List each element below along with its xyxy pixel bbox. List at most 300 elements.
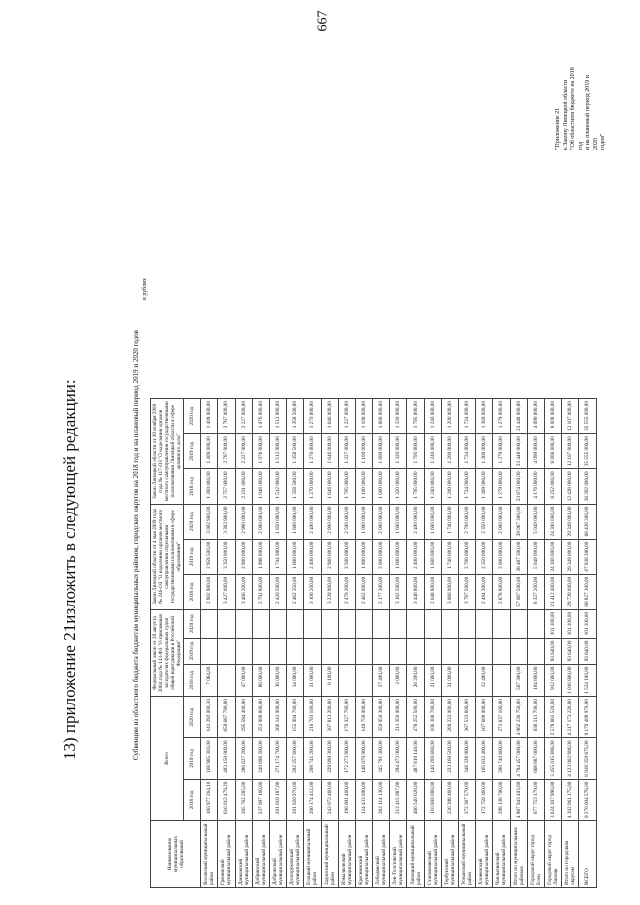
- cell-g1: [373, 638, 390, 664]
- cell-g3: 1 240 000,00: [424, 469, 441, 504]
- cell-g1: [493, 638, 510, 664]
- year-header: 2018 год: [184, 574, 201, 609]
- cell-total: 298 138 706,00: [493, 779, 510, 820]
- cell-total: 140 759 000,00: [355, 697, 372, 738]
- cell-total: 659 667 790,00: [218, 697, 235, 738]
- cell-g1: 12 400,00: [476, 664, 493, 697]
- cell-total: 212 415 087,00: [390, 779, 407, 820]
- cell-total: 280 222 000,00: [441, 697, 458, 738]
- cell-g1: [355, 638, 372, 664]
- cell-g2: 2 900 000,00: [321, 504, 338, 539]
- row-name: Воловский муниципальный район: [201, 821, 218, 888]
- cell-total: 403 150 060,00: [218, 738, 235, 779]
- cell-g3: 12 107 000,00: [562, 399, 579, 434]
- cell-g2: 3 466 200,00: [235, 574, 252, 609]
- cell-g1: [459, 664, 476, 697]
- cell-g3: 1 369 000,00: [476, 469, 493, 504]
- cell-g3: 1 646 000,00: [321, 399, 338, 434]
- cell-g3: 1 279 000,00: [493, 469, 510, 504]
- row-name: Становлянский муниципальный район: [424, 821, 441, 888]
- cell-g3: 1 600 000,00: [373, 469, 390, 504]
- cell-g3: 1 358 500,00: [287, 399, 304, 434]
- cell-total: 345 791 300,00: [373, 738, 390, 779]
- cell-g2: 3 446 800,00: [407, 574, 424, 609]
- row-name: Задонский муниципальный район: [321, 821, 338, 888]
- cell-total: 226 398 460,00: [441, 779, 458, 820]
- cell-g2: 2 500 000,00: [338, 504, 355, 539]
- year-header: 2018 год: [184, 664, 201, 697]
- cell-g1: [493, 664, 510, 697]
- table-row: [407, 399, 424, 888]
- cell-g3: 1 320 000,00: [390, 434, 407, 469]
- cell-g3: 1 724 000,00: [459, 469, 476, 504]
- cell-g2: 1 740 000,00: [441, 504, 458, 539]
- cell-g3: 1 724 000,00: [459, 434, 476, 469]
- table-row: [476, 399, 493, 888]
- cell-g1: 31 000,00: [304, 664, 321, 697]
- cell-g3: 1 600 000,00: [373, 434, 390, 469]
- cell-g2: 1 000 000,00: [355, 539, 372, 574]
- cell-total: 211 350 000,00: [390, 697, 407, 738]
- cell-total: 478 252 500,00: [407, 697, 424, 738]
- cell-g2: 2 470 200,00: [338, 574, 355, 609]
- cell-total: 4 302 061 175,00: [562, 779, 579, 820]
- cell-total: 251 000 800,00: [252, 697, 269, 738]
- cell-g1: [424, 638, 441, 664]
- table-row: [544, 399, 561, 888]
- cell-g2: 1 600 000,00: [287, 504, 304, 539]
- cell-total: 172 759 360,00: [476, 779, 493, 820]
- table-row: [235, 399, 252, 888]
- cell-g1: 3 000,00: [390, 664, 407, 697]
- cell-g3: 8 008 000,00: [544, 399, 561, 434]
- table-row: [304, 399, 321, 888]
- row-name: Городской округ город Елец: [527, 821, 544, 888]
- cell-g2: 1 850 000,00: [269, 504, 286, 539]
- cell-g3: 1 512 000,00: [269, 434, 286, 469]
- cell-g3: 36 302 000,00: [579, 469, 596, 504]
- cell-total: 243 072 460,00: [321, 779, 338, 820]
- table-row: [579, 399, 596, 888]
- cell-g2: 2 000 000,00: [373, 539, 390, 574]
- cell-g2: 3 162 500,00: [390, 574, 407, 609]
- cell-g2: 38 487 300,00: [510, 539, 527, 574]
- cell-g2: 2 350 000,00: [476, 539, 493, 574]
- cell-g2: 2 700 000,00: [459, 504, 476, 539]
- cell-g1: 1 016 800,00: [562, 664, 579, 697]
- table-row: [424, 399, 441, 888]
- cell-g2: 1 740 000,00: [441, 539, 458, 574]
- cell-total: 206 174 412,00: [304, 779, 321, 820]
- appendix-note-line: к Закону Липецкой области: [562, 79, 569, 150]
- cell-g2: 3 427 600,00: [218, 574, 235, 609]
- cell-g2: 3 787 500,00: [459, 574, 476, 609]
- table-row: [252, 399, 269, 888]
- cell-g1: [304, 638, 321, 664]
- cell-total: 307 813 200,00: [321, 697, 338, 738]
- cell-g2: 68 436 300,00: [579, 504, 596, 539]
- cell-g3: 1 358 500,00: [287, 434, 304, 469]
- cell-g3: 1 270 000,00: [304, 469, 321, 504]
- cell-g2: 2 500 000,00: [338, 539, 355, 574]
- cell-g1: 86 000,00: [252, 664, 269, 697]
- cell-g3: 1 512 000,00: [269, 399, 286, 434]
- cell-g2: 29 739 600,00: [562, 574, 579, 609]
- cell-g3: 1 100 000,00: [355, 469, 372, 504]
- table-body: [201, 399, 596, 888]
- cell-g1: 7 064,00: [201, 664, 218, 697]
- cell-g2: 1 600 000,00: [424, 539, 441, 574]
- cell-g1: [201, 638, 218, 664]
- cell-g2: 1 998 800,00: [252, 539, 269, 574]
- cell-g1: [510, 638, 527, 664]
- cell-total: 262 114 136,00: [373, 779, 390, 820]
- cell-g1: [304, 609, 321, 638]
- units-label: в рублях: [142, 278, 148, 300]
- cell-g2: 24 300 000,00: [544, 504, 561, 539]
- cell-g3: 1 100 000,00: [355, 434, 372, 469]
- cell-g2: 3 350 900,00: [218, 539, 235, 574]
- cell-g2: 1 600 000,00: [424, 504, 441, 539]
- cell-g1: 26 200,00: [407, 664, 424, 697]
- cell-g1: [201, 609, 218, 638]
- cell-g1: [235, 638, 252, 664]
- cell-g2: 8 327 200,00: [527, 574, 544, 609]
- cell-g3: 35 555 000,00: [579, 399, 596, 434]
- cell-g3: 1 200 000,00: [441, 399, 458, 434]
- cell-g1: [252, 638, 269, 664]
- cell-g1: [218, 638, 235, 664]
- header-total: Всего: [151, 697, 184, 821]
- cell-total: 237 097 166,00: [252, 779, 269, 820]
- cell-g2: 1 000 000,00: [355, 504, 372, 539]
- cell-g3: 23 448 000,00: [510, 399, 527, 434]
- subsidy-table: [150, 398, 597, 888]
- cell-g1: [218, 609, 235, 638]
- cell-total: 677 753 179,00: [527, 779, 544, 820]
- cell-g2: 1 600 000,00: [390, 504, 407, 539]
- cell-g2: 39 087 300,00: [510, 504, 527, 539]
- cell-g3: 1 705 000,00: [338, 469, 355, 504]
- table-row: [493, 399, 510, 888]
- subsidy-table-wrap: [150, 398, 597, 888]
- header-name: Наименование муниципальных образований: [151, 821, 201, 888]
- cell-g1: 101 100,00: [562, 609, 579, 638]
- cell-g3: 4 099 000,00: [527, 434, 544, 469]
- row-name: Долгоруковский муниципальный район: [287, 821, 304, 888]
- cell-g2: 2 420 500,00: [269, 574, 286, 609]
- cell-g2: 57 087 500,00: [510, 574, 527, 609]
- cell-g1: [493, 609, 510, 638]
- row-name: ВСЕГО: [579, 821, 596, 888]
- cell-total: 266 141 000,00: [269, 697, 286, 738]
- cell-g2: 2 000 600,00: [252, 504, 269, 539]
- cell-g3: 1 200 000,00: [441, 469, 458, 504]
- cell-g2: 2 400 000,00: [304, 504, 321, 539]
- cell-g2: 1 600 000,00: [390, 539, 407, 574]
- cell-g1: 101 100,00: [544, 609, 561, 638]
- cell-g2: 2 902 900,00: [201, 574, 218, 609]
- row-name: Лебедянский муниципальный район: [373, 821, 390, 888]
- cell-g2: 5 049 000,00: [527, 504, 544, 539]
- cell-g3: 1 279 000,00: [493, 434, 510, 469]
- cell-g2: 2 792 800,00: [252, 574, 269, 609]
- year-header: 2019 год: [184, 738, 201, 779]
- cell-g2: 3 239 900,00: [321, 574, 338, 609]
- cell-total: 295 594 400,00: [235, 697, 252, 738]
- cell-g1: 104 800,00: [527, 664, 544, 697]
- cell-g1: [476, 638, 493, 664]
- cell-g3: 1 358 500,00: [287, 469, 304, 504]
- page-number: 667: [315, 10, 331, 32]
- cell-total: 348 328 900,00: [459, 738, 476, 779]
- cell-total: 294 473 000,00: [390, 738, 407, 779]
- cell-g2: 3 080 000,00: [441, 574, 458, 609]
- cell-g2: 3 002 900,00: [201, 504, 218, 539]
- cell-g1: [373, 609, 390, 638]
- cell-g3: 1 227 000,00: [338, 399, 355, 434]
- cell-g3: 1 048 000,00: [252, 469, 269, 504]
- table-row: [287, 399, 304, 888]
- amendment-heading: 13) приложение 21изложить в следующей редакции:: [60, 379, 79, 760]
- cell-g1: [287, 609, 304, 638]
- cell-total: 4 962 236 750,00: [510, 697, 527, 738]
- cell-total: 271 837 100,00: [493, 697, 510, 738]
- cell-g2: 86 827 100,00: [579, 574, 596, 609]
- year-header: 2019 год: [184, 539, 201, 574]
- cell-total: 487 810 140,00: [407, 738, 424, 779]
- cell-g2: 1 744 000,00: [269, 539, 286, 574]
- cell-g2: 2 700 000,00: [459, 539, 476, 574]
- table-row: [390, 399, 407, 888]
- cell-g1: [390, 638, 407, 664]
- cell-total: 240 896 200,00: [252, 738, 269, 779]
- cell-g3: 1 076 000,00: [252, 434, 269, 469]
- row-name: Добринский муниципальный район: [252, 821, 269, 888]
- row-name: Усманский муниципальный район: [459, 821, 476, 888]
- cell-g3: 2 757 000,00: [218, 469, 235, 504]
- cell-total: 3 578 661 520,00: [544, 697, 561, 738]
- header-group1: Федеральный закон от 20 августа 2004 года № 113-ФЗ "О присяжных заседателях федеральных судов общей юрисдикции в Российской Федерации": [151, 609, 184, 696]
- cell-g2: 67 836 300,00: [579, 539, 596, 574]
- cell-total: 4 217 173 220,00: [562, 697, 579, 738]
- cell-total: 9 179 409 970,00: [579, 697, 596, 738]
- cell-g3: 1 369 000,00: [476, 399, 493, 434]
- table-row: [338, 399, 355, 888]
- cell-g2: 2 000 000,00: [493, 504, 510, 539]
- cell-g3: 8 252 000,00: [544, 469, 561, 504]
- cell-g2: 2 000 000,00: [373, 504, 390, 539]
- cell-g2: 2 494 300,00: [476, 574, 493, 609]
- cell-g3: 1 270 000,00: [304, 399, 321, 434]
- cell-g1: [390, 609, 407, 638]
- row-name: Лев-Толстовский муниципальный район: [390, 821, 407, 888]
- cell-g2: 2 048 800,00: [424, 574, 441, 609]
- cell-g1: [321, 609, 338, 638]
- cell-g3: 1 724 000,00: [459, 399, 476, 434]
- cell-g3: 4 099 000,00: [527, 399, 544, 434]
- cell-g3: 23 448 000,00: [510, 434, 527, 469]
- year-header: 2018 год: [184, 779, 201, 820]
- cell-total: 208 741 200,00: [304, 738, 321, 779]
- cell-total: 668 887 000,00: [527, 738, 544, 779]
- cell-g3: 1 512 000,00: [269, 469, 286, 504]
- cell-total: 216 703 100,00: [304, 697, 321, 738]
- cell-g2: 2 177 300,00: [373, 574, 390, 609]
- cell-total: 9 270 004 578,00: [579, 779, 596, 820]
- cell-g1: 47 000,00: [235, 664, 252, 697]
- cell-g1: [527, 638, 544, 664]
- cell-g3: 2 227 000,00: [235, 434, 252, 469]
- cell-g1: [218, 664, 235, 697]
- year-header: 2019 год: [184, 434, 201, 469]
- cell-g1: 507 300,00: [510, 664, 527, 697]
- cell-g2: 2 878 800,00: [493, 574, 510, 609]
- cell-total: 466 540 028,00: [407, 779, 424, 820]
- table-row: [321, 399, 338, 888]
- cell-g1: [459, 609, 476, 638]
- cell-total: 167 600 000,00: [476, 697, 493, 738]
- cell-total: 201 019 187,00: [269, 779, 286, 820]
- cell-g1: 101 100,00: [579, 609, 596, 638]
- cell-g3: 1 320 000,00: [390, 399, 407, 434]
- cell-g3: 1 369 000,00: [476, 434, 493, 469]
- cell-total: 3 624 307 996,00: [544, 779, 561, 820]
- cell-g3: 8 008 000,00: [544, 434, 561, 469]
- cell-g2: 2 400 000,00: [407, 504, 424, 539]
- cell-g3: 1 279 000,00: [493, 399, 510, 434]
- cell-g3: 35 555 000,00: [579, 434, 596, 469]
- table-row: [355, 399, 372, 888]
- cell-g3: 1 646 000,00: [321, 469, 338, 504]
- cell-total: 372 367 579,00: [459, 779, 476, 820]
- appendix-note-line: "Об областном бюджете на 2018 год: [570, 67, 584, 150]
- appendix-note-line: и на плановый период 2019 и 2020: [585, 75, 599, 150]
- cell-total: 3 455 015 806,00: [544, 738, 561, 779]
- cell-total: 201 020 970,00: [287, 779, 304, 820]
- cell-g3: 1 270 000,00: [304, 434, 321, 469]
- cell-g3: 1 795 000,00: [407, 434, 424, 469]
- cell-g3: 1 240 000,00: [424, 399, 441, 434]
- cell-total: 202 257 600,00: [287, 738, 304, 779]
- cell-total: 233 160 500,00: [441, 738, 458, 779]
- year-header: 2020 год: [184, 504, 201, 539]
- cell-total: 229 890 300,00: [321, 738, 338, 779]
- table-title: Субвенции из областного бюджета бюджетам муниципальных районов, городских округов на 2018 год и на плановый период 2019 и 2020 годов: [132, 330, 140, 760]
- cell-total: 190 091 460,00: [338, 779, 355, 820]
- cell-total: 155 004 700,00: [287, 697, 304, 738]
- cell-g2: 29 349 000,00: [562, 504, 579, 539]
- cell-g1: [476, 609, 493, 638]
- cell-g2: 2 900 000,00: [321, 539, 338, 574]
- cell-g2: 24 300 000,00: [544, 539, 561, 574]
- year-header-row: [184, 399, 201, 888]
- table-row: [562, 399, 579, 888]
- cell-g1: [355, 664, 372, 697]
- cell-g1: 14 000,00: [287, 664, 304, 697]
- row-name: Липецкий муниципальный район: [407, 821, 424, 888]
- table-row: [269, 399, 286, 888]
- cell-g3: 23 874 000,00: [510, 469, 527, 504]
- table-row: [527, 399, 544, 888]
- cell-g1: [459, 638, 476, 664]
- cell-total: 148 079 900,00: [355, 738, 372, 779]
- cell-g1: 93 640,00: [562, 638, 579, 664]
- cell-total: 170 327 700,00: [338, 697, 355, 738]
- cell-g1: 1 524 100,00: [579, 664, 596, 697]
- cell-g3: 2 787 000,00: [218, 434, 235, 469]
- header-group3: Закон Липецкой области от 30 ноября 2000 года № 117-ОЗ "О наделении органов местного самоуправления государственными полномочиями Липецкой области в сфере архивного дела": [151, 399, 184, 505]
- cell-g3: 2 787 000,00: [218, 399, 235, 434]
- cell-g1: 8 100,00: [321, 664, 338, 697]
- table-row: [459, 399, 476, 888]
- cell-g1: [269, 638, 286, 664]
- row-name: Добровский муниципальный район: [269, 821, 286, 888]
- cell-total: 165 832 400,00: [476, 738, 493, 779]
- cell-total: 124 433 000,00: [355, 779, 372, 820]
- appendix-note-line: годов": [600, 133, 606, 150]
- cell-g2: 2 462 350,00: [287, 574, 304, 609]
- cell-g3: 1 795 000,00: [407, 469, 424, 504]
- cell-g1: [269, 609, 286, 638]
- cell-g1: 36 000,00: [269, 664, 286, 697]
- cell-g3: 12 107 000,00: [562, 434, 579, 469]
- cell-g2: 2 959 500,00: [201, 539, 218, 574]
- table-row: [373, 399, 390, 888]
- cell-total: 8 918 359 875,00: [579, 738, 596, 779]
- cell-g2: 2 900 000,00: [235, 539, 252, 574]
- cell-g3: 2 231 000,00: [235, 469, 252, 504]
- cell-total: 359 050 300,00: [373, 697, 390, 738]
- cell-g1: [338, 609, 355, 638]
- cell-g2: 5 049 000,00: [527, 539, 544, 574]
- cell-g1: [355, 609, 372, 638]
- row-name: Хлевенский муниципальный район: [476, 821, 493, 888]
- cell-g2: 2 462 000,00: [355, 574, 372, 609]
- year-header: 2020 год: [184, 399, 201, 434]
- cell-g3: 1 320 000,00: [390, 469, 407, 504]
- table-row: [201, 399, 218, 888]
- cell-g1: [527, 609, 544, 638]
- cell-g1: [338, 638, 355, 664]
- row-name: Итого по муниципальным районам: [510, 821, 527, 888]
- cell-total: 265 762 285,00: [235, 779, 252, 820]
- cell-total: 140 200 600,00: [424, 738, 441, 779]
- cell-g1: 27 400,00: [373, 664, 390, 697]
- row-name: Данковский муниципальный район: [235, 821, 252, 888]
- cell-g1: [424, 609, 441, 638]
- cell-total: 106 300 700,00: [424, 697, 441, 738]
- cell-g3: 1 646 000,00: [321, 434, 338, 469]
- cell-g1: [510, 609, 527, 638]
- row-name: Грязинский муниципальный район: [218, 821, 235, 888]
- cell-g1: [287, 638, 304, 664]
- cell-g1: [441, 638, 458, 664]
- cell-g2: 3 100 200,00: [304, 574, 321, 609]
- cell-total: 110 000 088,00: [424, 779, 441, 820]
- cell-total: 271 174 700,00: [269, 738, 286, 779]
- header-group2: Закон Липецкой области от 4 мая 2009 года № 246-ОЗ "О наделении органов местного самоуправления отдельными государственными полномочиями в сфере образования": [151, 504, 184, 609]
- cell-g2: 2 400 000,00: [304, 539, 321, 574]
- cell-total: 4 123 902 806,00: [562, 738, 579, 779]
- year-header: 2020 год: [184, 609, 201, 638]
- cell-total: 286 627 200,00: [235, 738, 252, 779]
- appendix-note-line: "Приложение 21: [555, 107, 561, 150]
- cell-g3: 1 227 000,00: [338, 434, 355, 469]
- row-name: Тербунский муниципальный район: [441, 821, 458, 888]
- row-name: Елецкий муниципальный район: [304, 821, 321, 888]
- row-name: Измалковский муниципальный район: [338, 821, 355, 888]
